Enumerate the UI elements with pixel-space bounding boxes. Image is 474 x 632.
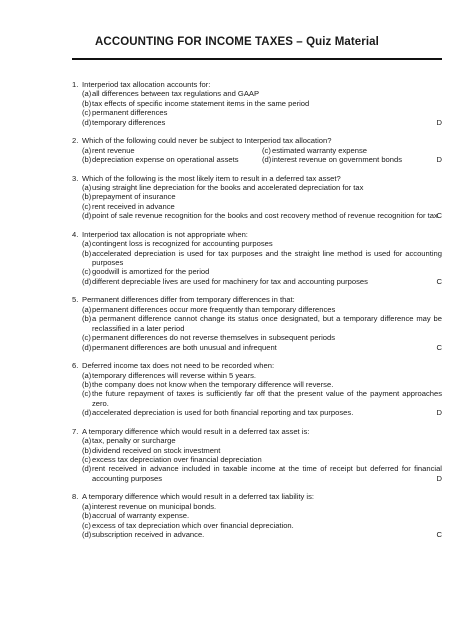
option-text: accrual of warranty expense.	[92, 511, 190, 521]
question-3	[72, 174, 442, 221]
option-c	[72, 267, 442, 276]
page-title: ACCOUNTING FOR INCOME TAXES – Quiz Material	[95, 36, 379, 48]
question-stem	[72, 492, 442, 501]
option-d	[72, 408, 442, 417]
question-stem	[72, 174, 442, 183]
question-stem	[72, 295, 442, 304]
option-c	[72, 108, 442, 117]
question-text: Permanent differences differ from temporary differences in that:	[82, 295, 295, 305]
option-text: the future repayment of taxes is sufficiently far off that the present value of the payment approaches zero.	[92, 389, 442, 408]
option-d	[72, 277, 442, 286]
question-number: 8.	[72, 492, 79, 502]
question-stem	[72, 136, 442, 145]
option-text: excess of tax depreciation which over financial depreciation.	[92, 520, 294, 530]
option-label: (a)	[82, 239, 92, 249]
option-text: interest revenue on municipal bonds.	[92, 501, 217, 511]
question-number: 4.	[72, 229, 79, 239]
option-c	[72, 455, 442, 464]
option-c	[72, 202, 442, 211]
option-text: subscription received in advance.	[92, 529, 205, 539]
option-a	[72, 305, 442, 314]
option-label: (c)	[82, 389, 91, 399]
option-label: (c)	[262, 145, 271, 155]
option-text: all differences between tax regulations and GAAP	[92, 89, 260, 99]
option-text: point of sale revenue recognition for the books and cost recovery method of revenue recognition for tax	[92, 211, 438, 221]
option-label: (a)	[82, 304, 92, 314]
question-number: 7.	[72, 426, 79, 436]
option-a	[72, 89, 442, 98]
option-a	[82, 146, 262, 155]
option-label: (a)	[82, 370, 92, 380]
option-label: (b)	[82, 192, 92, 202]
option-d	[72, 530, 442, 539]
option-text: accelerated depreciation is used for both financial reporting and tax purposes.	[92, 408, 354, 418]
option-label: (a)	[82, 183, 92, 193]
question-stem	[72, 230, 442, 239]
option-label: (b)	[82, 98, 92, 108]
option-c	[262, 146, 367, 155]
option-label: (b)	[82, 155, 92, 165]
option-b	[72, 446, 442, 455]
option-text: using straight line depreciation for the books and accelerated depreciation for tax	[92, 183, 364, 193]
option-label: (a)	[82, 89, 92, 99]
option-text: permanent differences occur more frequently than temporary differences	[92, 304, 336, 314]
option-text: depreciation expense on operational assets	[92, 155, 239, 165]
option-label: (d)	[82, 529, 92, 539]
option-text: rent received in advance included in taxable income at the time of receipt but deferred for financial accounting purposes	[92, 464, 442, 483]
question-number: 5.	[72, 295, 79, 305]
option-text: prepayment of insurance	[92, 192, 176, 202]
option-text: tax effects of specific income statement items in the same period	[92, 98, 310, 108]
option-text: rent revenue	[92, 145, 135, 155]
option-label: (d)	[82, 342, 92, 352]
question-1	[72, 80, 442, 127]
question-stem	[72, 80, 442, 89]
option-d	[72, 343, 442, 352]
answer-key: D	[436, 408, 442, 418]
option-text: a permanent difference cannot change its status once designated, but a temporary difference may be reclassified in a later period	[92, 314, 442, 333]
option-label: (b)	[82, 248, 92, 258]
option-b	[72, 380, 442, 389]
option-label: (b)	[82, 445, 92, 455]
option-b	[72, 192, 442, 201]
question-5	[72, 295, 442, 351]
option-text: tax, penalty or surcharge	[92, 436, 176, 446]
option-c	[72, 521, 442, 530]
answer-key: D	[436, 117, 442, 127]
option-label: (b)	[82, 511, 92, 521]
answer-key: C	[436, 529, 442, 539]
option-text: permanent differences are both unusual and infrequent	[92, 342, 277, 352]
option-a	[72, 239, 442, 248]
option-text: different depreciable lives are used for machinery for tax and accounting purposes	[92, 276, 368, 286]
option-label: (c)	[82, 108, 91, 118]
answer-key: C	[436, 211, 442, 221]
option-c	[72, 333, 442, 342]
question-4	[72, 230, 442, 286]
question-number: 3.	[72, 173, 79, 183]
option-text: rent received in advance	[92, 201, 175, 211]
question-text: A temporary difference which would result in a deferred tax asset is:	[82, 426, 310, 436]
option-label: (a)	[82, 145, 92, 155]
option-label: (d)	[82, 211, 92, 221]
answer-key: C	[436, 276, 442, 286]
option-label: (c)	[82, 454, 91, 464]
option-label: (d)	[82, 276, 92, 286]
option-text: estimated warranty expense	[272, 145, 367, 155]
option-label: (d)	[82, 117, 92, 127]
option-label: (d)	[82, 464, 92, 474]
option-text: temporary differences will reverse within 5 years.	[92, 370, 257, 380]
option-d	[72, 118, 442, 127]
option-d	[72, 211, 442, 220]
option-label: (c)	[82, 333, 91, 343]
option-label: (d)	[262, 155, 272, 165]
option-a	[72, 436, 442, 445]
option-label: (c)	[82, 520, 91, 530]
question-7	[72, 427, 442, 483]
question-text: Deferred income tax does not need to be recorded when:	[82, 361, 275, 371]
option-label: (d)	[82, 408, 92, 418]
option-row	[72, 146, 442, 155]
option-d	[72, 464, 442, 483]
option-text: dividend received on stock investment	[92, 445, 221, 455]
option-label: (a)	[82, 501, 92, 511]
option-label: (b)	[82, 379, 92, 389]
option-label: (c)	[82, 267, 91, 277]
question-6	[72, 361, 442, 417]
option-label: (c)	[82, 201, 91, 211]
question-text: Which of the following is the most likely item to result in a deferred tax asset?	[82, 173, 341, 183]
option-text: goodwill is amortized for the period	[92, 267, 210, 277]
option-a	[72, 502, 442, 511]
answer-key: D	[436, 155, 442, 165]
question-number: 6.	[72, 361, 79, 371]
option-b	[72, 249, 442, 268]
question-stem	[72, 361, 442, 370]
option-a	[72, 183, 442, 192]
option-label: (b)	[82, 314, 92, 324]
title-rule	[72, 58, 442, 60]
question-list	[72, 80, 442, 549]
question-number: 2.	[72, 136, 79, 146]
question-text: A temporary difference which would result in a deferred tax liability is:	[82, 492, 315, 502]
answer-key: C	[436, 342, 442, 352]
question-number: 1.	[72, 80, 79, 89]
option-text: permanent differences	[92, 108, 168, 118]
option-d	[262, 155, 402, 164]
question-stem	[72, 427, 442, 436]
option-b	[72, 511, 442, 520]
question-2	[72, 136, 442, 164]
option-text: contingent loss is recognized for accounting purposes	[92, 239, 273, 249]
question-8	[72, 492, 442, 539]
option-text: interest revenue on government bonds	[272, 155, 403, 165]
option-text: temporary differences	[92, 117, 166, 127]
option-text: excess tax depreciation over financial depreciation	[92, 454, 262, 464]
option-text: accelerated depreciation is used for tax purposes and the straight line method is used for accounting purposes	[92, 248, 442, 268]
question-text: Interperiod tax allocation accounts for:	[82, 80, 211, 89]
answer-key: D	[436, 473, 442, 483]
question-text: Which of the following could never be subject to Interperiod tax allocation?	[82, 136, 332, 146]
option-c	[72, 389, 442, 408]
option-b	[72, 314, 442, 333]
option-text: permanent differences do not reverse themselves in subsequent periods	[92, 333, 336, 343]
option-row	[72, 155, 442, 164]
question-text: Interperiod tax allocation is not appropriate when:	[82, 229, 248, 239]
option-label: (a)	[82, 436, 92, 446]
option-text: the company does not know when the temporary difference will reverse.	[92, 379, 334, 389]
option-b	[72, 99, 442, 108]
option-b	[82, 155, 262, 164]
option-a	[72, 371, 442, 380]
